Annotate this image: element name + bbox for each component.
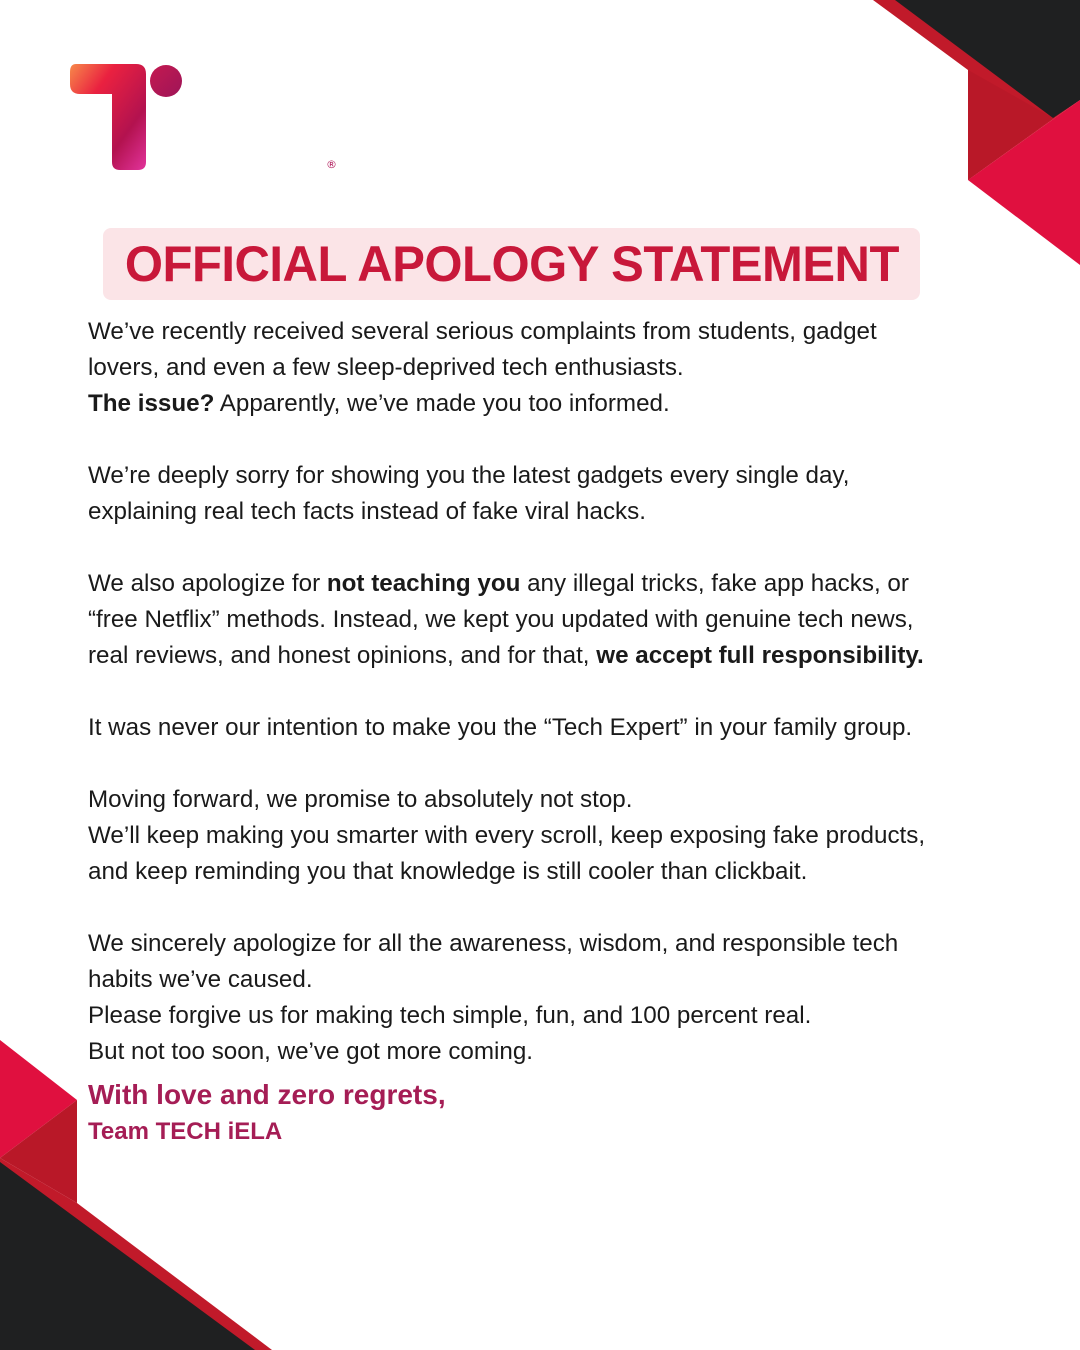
paragraph-closing — [88, 926, 988, 1070]
text-fragment: any illegal tricks, fake app hacks, or — [520, 570, 909, 597]
text-line: We sincerely apologize for all the awareness, wisdom, and responsible tech — [88, 930, 899, 957]
text-line: It was never our intention to make you the “Tech Expert” in your family group. — [88, 714, 913, 741]
text-line — [88, 386, 988, 422]
bold-text: we accept full responsibility. — [596, 642, 924, 669]
text-line — [88, 638, 988, 674]
signature-team: Team TECH iELA — [88, 1118, 283, 1145]
text-line — [88, 566, 988, 602]
text-line: explaining real tech facts instead of fake viral hacks. — [88, 498, 646, 525]
text-line: “free Netflix” methods. Instead, we kept you updated with genuine tech news, — [88, 606, 914, 633]
title-banner — [103, 228, 920, 300]
text-line: and keep reminding you that knowledge is still cooler than clickbait. — [88, 858, 808, 885]
bold-text: The issue? — [88, 390, 215, 417]
brand-logo — [68, 51, 348, 178]
paragraph-moving-forward — [88, 782, 988, 890]
text-fragment: real reviews, and honest opinions, and for that, — [88, 642, 597, 669]
signature-closing: With love and zero regrets, — [88, 1079, 446, 1110]
logo-line-tech: TECH — [190, 51, 345, 116]
text-fragment: Apparently, we’ve made you too informed. — [214, 390, 670, 417]
text-line: habits we’ve caused. — [88, 966, 313, 993]
bold-text: not teaching you — [326, 570, 521, 597]
text-line: But not too soon, we’ve got more coming. — [88, 1038, 534, 1065]
text-line: Please forgive us for making tech simple, fun, and 100 percent real. — [88, 1002, 812, 1029]
text-fragment: We also apologize for — [88, 570, 327, 597]
tech-iela-t-logo-icon — [68, 58, 188, 173]
paragraph-complaints — [88, 314, 988, 422]
signature — [88, 1075, 446, 1149]
page-title: OFFICIAL APOLOGY STATEMENT — [124, 236, 899, 292]
paragraph-sorry — [88, 458, 988, 530]
text-line: Moving forward, we promise to absolutely not stop. — [88, 786, 633, 813]
paragraph-apologize — [88, 566, 988, 674]
logo-line-iela: iELA — [190, 103, 318, 168]
statement-body — [88, 314, 988, 1070]
text-line: We’re deeply sorry for showing you the latest gadgets every single day, — [88, 462, 850, 489]
text-line: We’ll keep making you smarter with every scroll, keep exposing fake products, — [88, 822, 926, 849]
registered-mark: ® — [326, 158, 337, 171]
paragraph-intention — [88, 710, 988, 746]
text-line: We’ve recently received several serious complaints from students, gadget — [88, 318, 877, 345]
text-line: lovers, and even a few sleep-deprived tech enthusiasts. — [88, 354, 684, 381]
logo-wordmark — [190, 51, 345, 168]
